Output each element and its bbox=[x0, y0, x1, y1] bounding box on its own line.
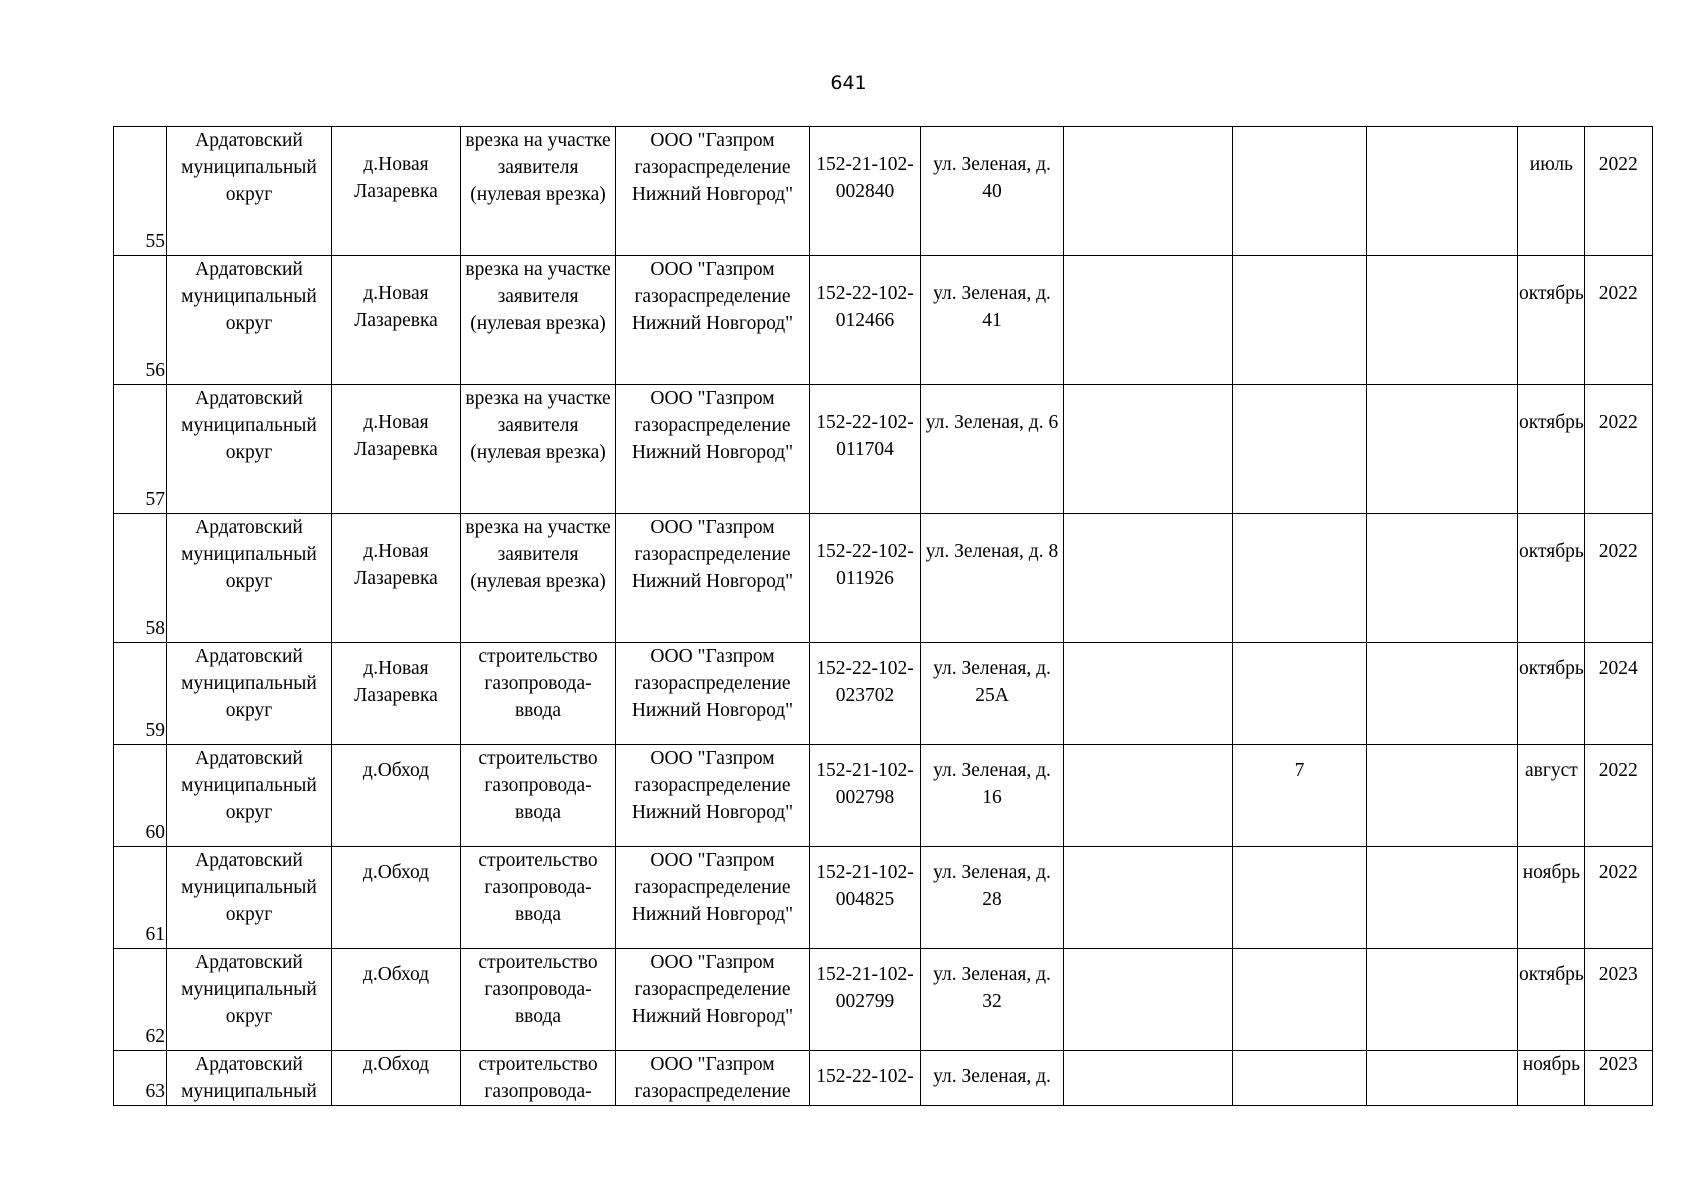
settlement-cell-text: д.Обход bbox=[362, 1054, 430, 1075]
row-number-text: 59 bbox=[145, 720, 165, 741]
organization-cell-text: ООО "Газпром газораспределение Нижний Новгород" bbox=[631, 646, 794, 721]
work-type-cell bbox=[461, 385, 616, 514]
address-cell-text: ул. Зеленая, д. 6 bbox=[925, 412, 1059, 433]
month-cell bbox=[1518, 385, 1585, 514]
row-number-text: 62 bbox=[145, 1026, 165, 1047]
year-cell bbox=[1584, 949, 1652, 1051]
contract-code-cell bbox=[810, 514, 921, 643]
contract-code-cell bbox=[810, 949, 921, 1051]
row-number-text: 57 bbox=[145, 489, 165, 510]
value-cell bbox=[1233, 847, 1367, 949]
address-cell bbox=[921, 1051, 1064, 1106]
organization-cell bbox=[616, 385, 810, 514]
page-number: 641 bbox=[830, 72, 867, 94]
row-number bbox=[114, 127, 167, 256]
contract-code-cell-text: 152-21-102-004825 bbox=[816, 862, 914, 910]
district-cell bbox=[167, 745, 332, 847]
settlement-cell bbox=[332, 745, 461, 847]
row-number bbox=[114, 643, 167, 745]
organization-cell-text: ООО "Газпром газораспределение Нижний Новгород" bbox=[631, 259, 794, 334]
organization-cell bbox=[616, 643, 810, 745]
contract-code-cell-text: 152-22-102-011704 bbox=[816, 412, 914, 460]
empty-cell bbox=[1064, 1051, 1233, 1106]
month-cell bbox=[1518, 949, 1585, 1051]
district-cell bbox=[167, 256, 332, 385]
district-cell-text: Ардатовский муниципальный округ bbox=[181, 259, 317, 334]
address-cell-text: ул. Зеленая, д. 16 bbox=[933, 760, 1051, 808]
value-cell bbox=[1233, 1051, 1367, 1106]
table-row bbox=[114, 1051, 1653, 1106]
address-cell-text: ул. Зеленая, д. bbox=[933, 1066, 1051, 1087]
contract-code-cell-text: 152-22-102-023702 bbox=[816, 658, 914, 706]
empty-cell bbox=[1367, 643, 1518, 745]
row-number bbox=[114, 1051, 167, 1106]
district-cell-text: Ардатовский муниципальный округ bbox=[181, 748, 317, 823]
value-cell bbox=[1233, 643, 1367, 745]
year-cell bbox=[1584, 385, 1652, 514]
year-cell bbox=[1584, 847, 1652, 949]
organization-cell-text: ООО "Газпром газораспределение Нижний Новгород" bbox=[631, 952, 794, 1027]
settlement-cell bbox=[332, 256, 461, 385]
contract-code-cell bbox=[810, 847, 921, 949]
district-cell bbox=[167, 514, 332, 643]
organization-cell-text: ООО "Газпром газораспределение Нижний Новгород" bbox=[631, 850, 794, 925]
contract-code-cell bbox=[810, 127, 921, 256]
contract-code-cell-text: 152-21-102-002798 bbox=[816, 760, 914, 808]
row-number-text: 56 bbox=[145, 360, 165, 381]
year-cell bbox=[1584, 127, 1652, 256]
value-cell bbox=[1233, 949, 1367, 1051]
month-cell bbox=[1518, 643, 1585, 745]
settlement-cell bbox=[332, 127, 461, 256]
district-cell bbox=[167, 1051, 332, 1106]
work-type-cell-text: строительство газопровода- bbox=[478, 1054, 598, 1102]
district-cell bbox=[167, 643, 332, 745]
settlement-cell-text: д.Новая Лазаревка bbox=[354, 412, 438, 460]
district-cell-text: Ардатовский муниципальный округ bbox=[181, 517, 317, 592]
address-cell bbox=[921, 127, 1064, 256]
contract-code-cell bbox=[810, 643, 921, 745]
empty-cell bbox=[1367, 745, 1518, 847]
empty-cell bbox=[1367, 847, 1518, 949]
year-cell-text: 2022 bbox=[1598, 154, 1638, 175]
contract-code-cell-text: 152-21-102-002840 bbox=[816, 154, 914, 202]
year-cell-text: 2023 bbox=[1598, 964, 1638, 985]
month-cell bbox=[1518, 256, 1585, 385]
month-cell bbox=[1518, 847, 1585, 949]
work-type-cell bbox=[461, 745, 616, 847]
district-cell bbox=[167, 847, 332, 949]
district-cell-text: Ардатовский муниципальный округ bbox=[181, 130, 317, 205]
gasification-table bbox=[113, 126, 1653, 1106]
address-cell-text: ул. Зеленая, д. 28 bbox=[933, 862, 1051, 910]
organization-cell bbox=[616, 514, 810, 643]
organization-cell bbox=[616, 745, 810, 847]
month-cell-text: октябрь bbox=[1519, 964, 1584, 985]
settlement-cell bbox=[332, 847, 461, 949]
year-cell bbox=[1584, 643, 1652, 745]
address-cell bbox=[921, 514, 1064, 643]
value-cell bbox=[1233, 745, 1367, 847]
work-type-cell-text: врезка на участке заявителя (нулевая врезка) bbox=[465, 130, 611, 205]
contract-code-cell-text: 152-22-102-011926 bbox=[816, 541, 914, 589]
work-type-cell-text: строительство газопровода-ввода bbox=[478, 646, 598, 721]
empty-cell bbox=[1064, 745, 1233, 847]
work-type-cell bbox=[461, 514, 616, 643]
empty-cell bbox=[1367, 949, 1518, 1051]
settlement-cell bbox=[332, 385, 461, 514]
month-cell-text: июль bbox=[1529, 154, 1573, 175]
year-cell bbox=[1584, 1051, 1652, 1106]
settlement-cell bbox=[332, 1051, 461, 1106]
month-cell-text: ноябрь bbox=[1522, 862, 1581, 883]
contract-code-cell bbox=[810, 1051, 921, 1106]
month-cell-text: октябрь bbox=[1519, 658, 1584, 679]
empty-cell bbox=[1064, 256, 1233, 385]
month-cell-text: ноябрь bbox=[1522, 1054, 1581, 1075]
row-number-text: 61 bbox=[145, 924, 165, 945]
row-number-text: 63 bbox=[145, 1081, 165, 1102]
year-cell-text: 2022 bbox=[1598, 283, 1638, 304]
contract-code-cell bbox=[810, 256, 921, 385]
empty-cell bbox=[1064, 949, 1233, 1051]
contract-code-cell bbox=[810, 745, 921, 847]
empty-cell bbox=[1367, 385, 1518, 514]
work-type-cell bbox=[461, 949, 616, 1051]
year-cell-text: 2024 bbox=[1598, 658, 1638, 679]
contract-code-cell-text: 152-22-102-012466 bbox=[816, 283, 914, 331]
row-number-text: 58 bbox=[145, 618, 165, 639]
row-number-text: 60 bbox=[145, 822, 165, 843]
address-cell bbox=[921, 385, 1064, 514]
row-number bbox=[114, 847, 167, 949]
work-type-cell bbox=[461, 1051, 616, 1106]
address-cell-text: ул. Зеленая, д. 32 bbox=[933, 964, 1051, 1012]
address-cell-text: ул. Зеленая, д. 41 bbox=[933, 283, 1051, 331]
empty-cell bbox=[1064, 847, 1233, 949]
district-cell bbox=[167, 385, 332, 514]
work-type-cell bbox=[461, 643, 616, 745]
row-number bbox=[114, 949, 167, 1051]
table-row bbox=[114, 127, 1653, 256]
settlement-cell bbox=[332, 949, 461, 1051]
settlement-cell-text: д.Новая Лазаревка bbox=[354, 283, 438, 331]
value-cell bbox=[1233, 514, 1367, 643]
work-type-cell-text: строительство газопровода-ввода bbox=[478, 748, 598, 823]
district-cell-text: Ардатовский муниципальный округ bbox=[181, 646, 317, 721]
value-cell bbox=[1233, 385, 1367, 514]
contract-code-cell-text: 152-21-102-002799 bbox=[816, 964, 914, 1012]
empty-cell bbox=[1367, 256, 1518, 385]
district-cell bbox=[167, 949, 332, 1051]
month-cell-text: октябрь bbox=[1519, 283, 1584, 304]
address-cell bbox=[921, 643, 1064, 745]
district-cell-text: Ардатовский муниципальный округ bbox=[181, 952, 317, 1027]
table-row bbox=[114, 949, 1653, 1051]
organization-cell-text: ООО "Газпром газораспределение Нижний Новгород" bbox=[631, 748, 794, 823]
contract-code-cell-text: 152-22-102- bbox=[816, 1066, 914, 1087]
address-cell bbox=[921, 949, 1064, 1051]
month-cell bbox=[1518, 1051, 1585, 1106]
address-cell-text: ул. Зеленая, д. 8 bbox=[925, 541, 1059, 562]
address-cell bbox=[921, 847, 1064, 949]
work-type-cell bbox=[461, 256, 616, 385]
work-type-cell bbox=[461, 847, 616, 949]
row-number bbox=[114, 745, 167, 847]
organization-cell-text: ООО "Газпром газораспределение Нижний Новгород" bbox=[631, 517, 794, 592]
table-row bbox=[114, 745, 1653, 847]
organization-cell bbox=[616, 127, 810, 256]
organization-cell bbox=[616, 256, 810, 385]
table-row bbox=[114, 643, 1653, 745]
organization-cell bbox=[616, 847, 810, 949]
month-cell-text: октябрь bbox=[1519, 541, 1584, 562]
organization-cell-text: ООО "Газпром газораспределение Нижний Новгород" bbox=[631, 388, 794, 463]
row-number bbox=[114, 385, 167, 514]
value-cell bbox=[1233, 256, 1367, 385]
table-row bbox=[114, 847, 1653, 949]
year-cell bbox=[1584, 514, 1652, 643]
settlement-cell-text: д.Обход bbox=[362, 862, 430, 883]
year-cell-text: 2022 bbox=[1598, 862, 1638, 883]
organization-cell bbox=[616, 949, 810, 1051]
address-cell bbox=[921, 256, 1064, 385]
year-cell bbox=[1584, 256, 1652, 385]
row-number-text: 55 bbox=[145, 231, 165, 252]
year-cell-text: 2023 bbox=[1598, 1054, 1638, 1075]
empty-cell bbox=[1367, 514, 1518, 643]
work-type-cell bbox=[461, 127, 616, 256]
month-cell-text: октябрь bbox=[1519, 412, 1584, 433]
table-row bbox=[114, 514, 1653, 643]
empty-cell bbox=[1367, 1051, 1518, 1106]
settlement-cell-text: д.Новая Лазаревка bbox=[354, 658, 438, 706]
district-cell-text: Ардатовский муниципальный bbox=[181, 1054, 317, 1102]
address-cell-text: ул. Зеленая, д. 40 bbox=[933, 154, 1051, 202]
year-cell-text: 2022 bbox=[1598, 760, 1638, 781]
row-number bbox=[114, 256, 167, 385]
year-cell-text: 2022 bbox=[1598, 412, 1638, 433]
month-cell bbox=[1518, 745, 1585, 847]
empty-cell bbox=[1367, 127, 1518, 256]
settlement-cell bbox=[332, 643, 461, 745]
work-type-cell-text: врезка на участке заявителя (нулевая врезка) bbox=[465, 517, 611, 592]
table-row bbox=[114, 385, 1653, 514]
empty-cell bbox=[1064, 643, 1233, 745]
settlement-cell-text: д.Обход bbox=[362, 760, 430, 781]
month-cell bbox=[1518, 514, 1585, 643]
empty-cell bbox=[1064, 514, 1233, 643]
address-cell-text: ул. Зеленая, д. 25А bbox=[933, 658, 1051, 706]
month-cell bbox=[1518, 127, 1585, 256]
district-cell bbox=[167, 127, 332, 256]
organization-cell bbox=[616, 1051, 810, 1106]
contract-code-cell bbox=[810, 385, 921, 514]
organization-cell-text: ООО "Газпром газораспределение bbox=[634, 1054, 791, 1102]
district-cell-text: Ардатовский муниципальный округ bbox=[181, 850, 317, 925]
year-cell bbox=[1584, 745, 1652, 847]
work-type-cell-text: строительство газопровода-ввода bbox=[478, 850, 598, 925]
work-type-cell-text: врезка на участке заявителя (нулевая врезка) bbox=[465, 388, 611, 463]
year-cell-text: 2022 bbox=[1598, 541, 1638, 562]
settlement-cell bbox=[332, 514, 461, 643]
month-cell-text: август bbox=[1524, 760, 1578, 781]
settlement-cell-text: д.Новая Лазаревка bbox=[354, 541, 438, 589]
organization-cell-text: ООО "Газпром газораспределение Нижний Новгород" bbox=[631, 130, 794, 205]
empty-cell bbox=[1064, 385, 1233, 514]
value-cell-text: 7 bbox=[1294, 760, 1305, 781]
value-cell bbox=[1233, 127, 1367, 256]
work-type-cell-text: врезка на участке заявителя (нулевая врезка) bbox=[465, 259, 611, 334]
empty-cell bbox=[1064, 127, 1233, 256]
settlement-cell-text: д.Обход bbox=[362, 964, 430, 985]
district-cell-text: Ардатовский муниципальный округ bbox=[181, 388, 317, 463]
work-type-cell-text: строительство газопровода-ввода bbox=[478, 952, 598, 1027]
settlement-cell-text: д.Новая Лазаревка bbox=[354, 154, 438, 202]
table-row bbox=[114, 256, 1653, 385]
address-cell bbox=[921, 745, 1064, 847]
row-number bbox=[114, 514, 167, 643]
